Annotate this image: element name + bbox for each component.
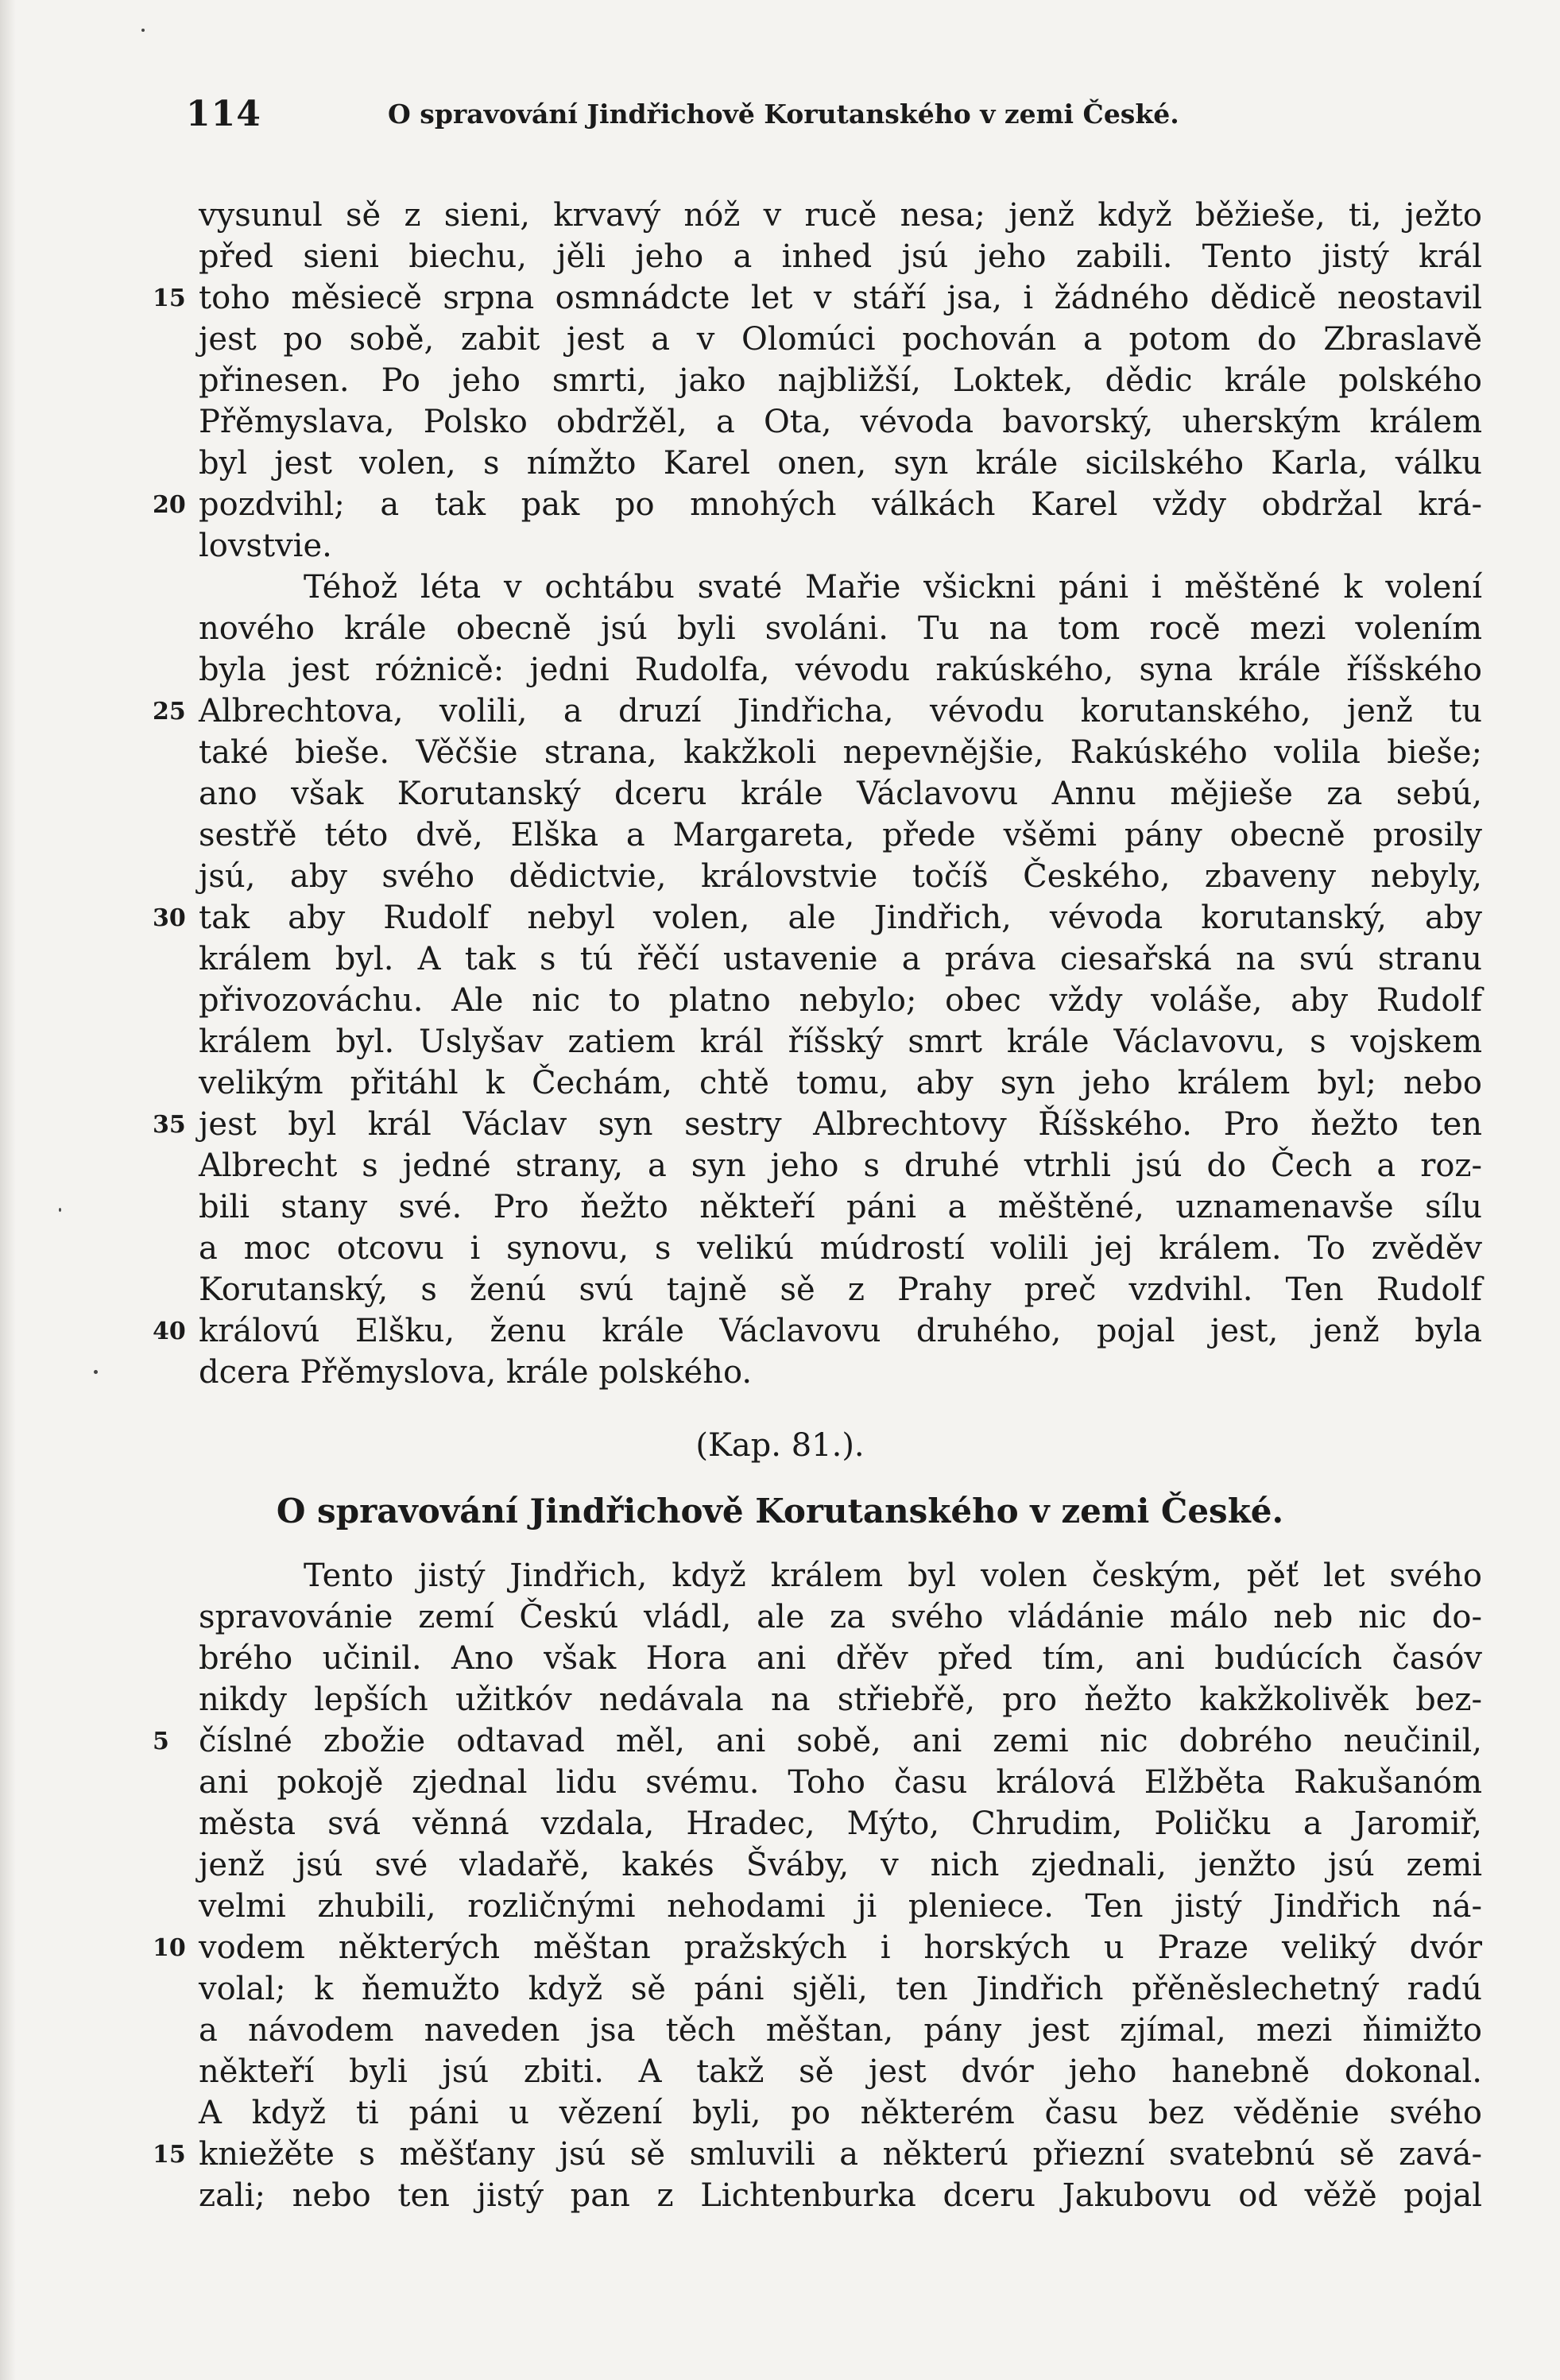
text-line: jest byl král Václav syn sestry Albrechtovy Říšského. Pro ňežto ten [199, 1106, 1482, 1143]
text-line: jenž jsú své vladařě, kakés Šváby, v nich zjednali, jenžto jsú zemi [199, 1847, 1482, 1883]
line-number: 35 [153, 1111, 186, 1139]
text-line: nikdy lepších užitkóv nedávala na střiebřě, pro ňežto kakžkolivěk bez- [199, 1681, 1482, 1718]
text-line: někteří byli jsú zbiti. A takž sě jest dvór jeho hanebně dokonal. [199, 2053, 1482, 2090]
chapter-label: (Kap. 81.). [695, 1427, 865, 1464]
text-line: Téhož léta v ochtábu svaté Mařie všickni páni i měštěné k volení [304, 569, 1482, 606]
text-line: Přěmyslava, Polsko obdržěl, a Ota, vévoda bavorský, uherským králem [199, 404, 1482, 440]
line-number: 40 [153, 1318, 186, 1345]
text-line: toho měsiecě srpna osmnádcte let v stáří jsa, i žádného dědicě neostavil [199, 280, 1482, 316]
text-line: velmi zhubili, rozličnými nehodami ji pleniece. Ten jistý Jindřich ná- [199, 1888, 1482, 1925]
text-line: nového krále obecně jsú byli svoláni. Tu na tom rocě mezi volením [199, 610, 1482, 647]
text-line: dcera Přěmyslova, krále polského. [199, 1354, 753, 1391]
text-line: přivozováchu. Ale nic to platno nebylo; obec vždy voláše, aby Rudolf [199, 982, 1482, 1019]
line-number: 25 [153, 698, 186, 726]
text-line: také bieše. Věčšie strana, kakžkoli nepevnějšie, Rakúského volila bieše; [199, 734, 1482, 771]
text-line: kniežěte s měšťany jsú sě smluvili a některú přiezní svatebnú sě zavá- [199, 2136, 1482, 2173]
text-line: přinesen. Po jeho smrti, jako najbližší, Loktek, dědic krále polského [199, 362, 1482, 399]
chapter-title: O spravování Jindřichově Korutanského v zemi České. [276, 1492, 1284, 1531]
text-line: A když ti páni u vězení byli, po některém času bez věděnie svého [199, 2095, 1482, 2131]
text-line: velikým přitáhl k Čechám, chtě tomu, aby syn jeho králem byl; nebo [199, 1065, 1482, 1101]
scan-edge [0, 0, 16, 2380]
text-line: zali; nebo ten jistý pan z Lichtenburka dceru Jakubovu od věžě pojal [199, 2177, 1482, 2214]
text-line: vysunul sě z sieni, krvavý nóž v rucě nesa; jenž když běžieše, ti, ježto [199, 197, 1482, 234]
line-number: 15 [153, 2141, 186, 2169]
text-line: sestřě této dvě, Elška a Margareta, přede všěmi pány obecně prosily [199, 817, 1482, 853]
text-line: jest po sobě, zabit jest a v Olomúci pochován a potom do Zbraslavě [199, 321, 1482, 358]
text-line: ano však Korutanský dceru krále Václavovu Annu mějieše za sebú, [199, 776, 1482, 812]
text-line: tak aby Rudolf nebyl volen, ale Jindřich, vévoda korutanský, aby [199, 900, 1482, 936]
scan-speck [59, 1208, 61, 1212]
text-line: jsú, aby svého dědictvie, královstvie točíš Českého, zbaveny nebyly, [199, 858, 1482, 895]
text-line: Albrecht s jedné strany, a syn jeho s druhé vtrhli jsú do Čech a roz- [199, 1147, 1482, 1184]
line-number: 5 [153, 1728, 169, 1755]
text-line: lovstvie. [199, 528, 332, 564]
line-number: 15 [153, 284, 186, 312]
line-number: 20 [153, 491, 186, 519]
text-line: před sieni biechu, jěli jeho a inhed jsú jeho zabili. Tento jistý král [199, 238, 1482, 275]
text-line: vodem některých měštan pražských i horských u Praze veliký dvór [199, 1929, 1482, 1966]
text-line: pozdvihl; a tak pak po mnohých válkách Karel vždy obdržal krá- [199, 486, 1482, 523]
page-number: 114 [186, 94, 261, 134]
page-header [0, 94, 1560, 141]
text-line: králem byl. A tak s tú řěčí ustavenie a práva ciesařská na svú stranu [199, 941, 1482, 977]
line-number: 10 [153, 1934, 186, 1962]
text-line: ani pokojě zjednal lidu svému. Toho času králová Elžběta Rakušanóm [199, 1764, 1482, 1801]
line-number: 30 [153, 904, 186, 932]
text-line: města svá věnná vzdala, Hradec, Mýto, Chrudim, Poličku a Jaromiř, [199, 1805, 1482, 1842]
text-line: spravovánie zemí Českú vládl, ale za svého vládánie málo neb nic do- [199, 1599, 1482, 1635]
text-line: a návodem naveden jsa těch měštan, pány jest zjímal, mezi ňimižto [199, 2012, 1482, 2049]
scan-speck [94, 1370, 98, 1374]
text-line: Tento jistý Jindřich, když králem byl volen českým, pěť let svého [304, 1558, 1482, 1594]
text-line: Korutanský, s ženú svú tajně sě z Prahy preč vzdvihl. Ten Rudolf [199, 1271, 1482, 1308]
text-line: Albrechtova, volili, a druzí Jindřicha, vévodu korutanského, jenž tu [199, 693, 1482, 729]
text-line: králem byl. Uslyšav zatiem král říšský smrt krále Václavovu, s vojskem [199, 1024, 1482, 1060]
text-line: volal; k ňemužto když sě páni sjěli, ten Jindřich přěněslechetný radú [199, 1971, 1482, 2007]
text-line: a moc otcovu i synovu, s velikú múdrostí volili jej králem. To zvěděv [199, 1230, 1482, 1267]
running-title: O spravování Jindřichově Korutanského v zemi České. [388, 99, 1179, 130]
text-line: číslné zbožie odtavad měl, ani sobě, ani zemi nic dobrého neučinil, [199, 1723, 1482, 1759]
text-line: byla jest różnicě: jedni Rudolfa, vévodu rakúského, syna krále říšského [199, 652, 1482, 688]
text-line: královú Elšku, ženu krále Václavovu druhého, pojal jest, jenž byla [199, 1313, 1482, 1349]
text-line: byl jest volen, s nímžto Karel onen, syn krále sicilského Karla, válku [199, 445, 1482, 482]
text-line: bili stany své. Pro ňežto někteří páni a měštěné, uznamenavše sílu [199, 1189, 1482, 1225]
scan-speck [141, 29, 145, 32]
text-line: brého učinil. Ano však Hora ani dřěv před tím, ani budúcích časóv [199, 1640, 1482, 1677]
